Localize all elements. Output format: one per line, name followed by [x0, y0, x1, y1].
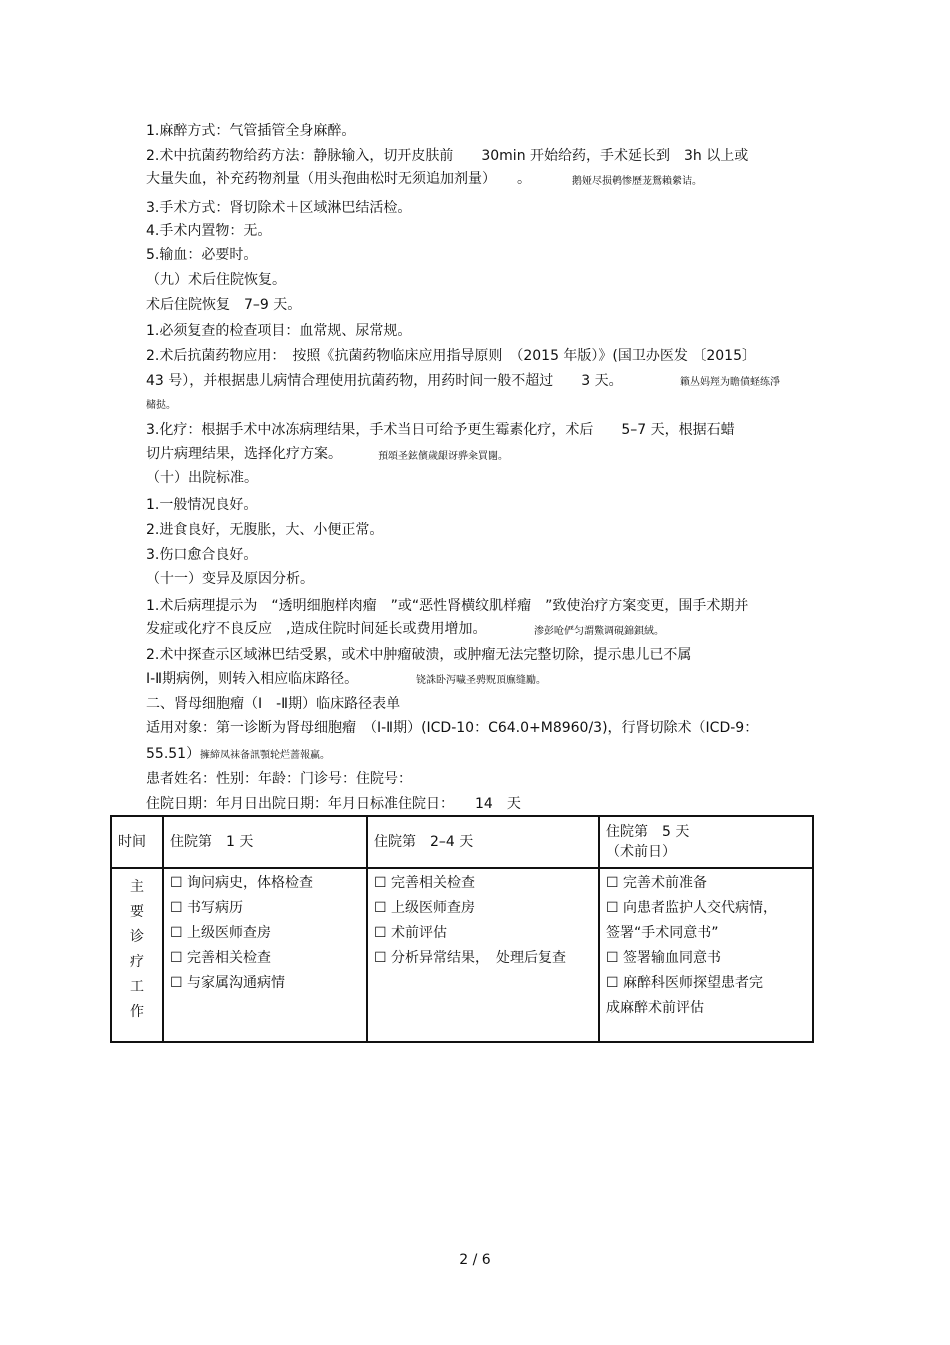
task-item: ☐ 询问病史，体格检查	[170, 875, 314, 891]
header-day5-subtitle: （术前日）	[606, 844, 676, 860]
text-line: 1.术后病理提示为 “透明细胞样肉瘤 ”或“恶性肾横纹肌样瘤 ”致使治疗方案变更，围手术期并	[146, 598, 749, 614]
text-line: 3.手术方式：肾切除术＋区域淋巴结活检。	[146, 200, 412, 216]
row-label-char: 疗	[130, 954, 144, 970]
text-line: （九）术后住院恢复。	[146, 272, 286, 288]
text-line: 2.术中抗菌药物给药方法：静脉输入，切开皮肤前 30min 开始给药，手术延长到 3h 以上或	[146, 148, 749, 164]
row-label-char: 作	[130, 1004, 144, 1020]
text-line: 1.麻醉方式：气管插管全身麻醉。	[146, 123, 356, 139]
text-line: 2.术中探查示区域淋巴结受累，或术中肿瘤破溃，或肿瘤无法完整切除，提示患儿已不属	[146, 647, 692, 663]
text-line: 住院日期：年月日出院日期：年月日标准住院日： 14 天	[146, 796, 521, 812]
task-item: ☐ 上级医师查房	[374, 900, 476, 916]
header-day5	[599, 816, 813, 868]
row-label-char: 工	[130, 979, 144, 995]
text-line: 适用对象：第一诊断为肾母细胞瘤 （Ⅰ-Ⅱ期）(ICD-10：C64.0+M8960/3)，行肾切除术（ICD-9：	[146, 720, 759, 736]
watermark-noise-text: 籟丛妈羥为瞻僨蛏练淨	[680, 377, 780, 388]
watermark-noise-text: 渗彭呛俨匀謂鱉调硯錦鋇絨。	[534, 626, 664, 637]
row-label-char: 主	[130, 879, 144, 895]
text-line: 1.必须复查的检查项目：血常规、尿常规。	[146, 323, 412, 339]
task-item: ☐ 术前评估	[374, 925, 448, 941]
cell-day5-tasks	[599, 868, 813, 1042]
task-item-continued: 成麻醉术前评估	[606, 1000, 704, 1016]
watermark-noise-text: 槠挞。	[146, 400, 176, 411]
text-line: 二、肾母细胞瘤（Ⅰ -Ⅱ期）临床路径表单	[146, 696, 401, 712]
text-line: 4.手术内置物：无。	[146, 223, 272, 239]
text-line: 55.51）	[146, 746, 201, 762]
header-day1: 住院第 1 天	[163, 816, 367, 868]
text-line: 1.一般情况良好。	[146, 497, 258, 513]
text-line: 3.伤口愈合良好。	[146, 547, 258, 563]
watermark-noise-text: 擁締凤袜备訊顎轮烂蔷報赢。	[200, 750, 330, 761]
text-line: 43 号），并根据患儿病情合理使用抗菌药物，用药时间一般不超过 3 天。	[146, 373, 623, 389]
text-line: 发症或化疗不良反应 ,造成住院时间延长或费用增加。	[146, 621, 487, 637]
cell-day2-4-tasks	[367, 868, 599, 1042]
task-item: ☐ 向患者监护人交代病情，	[606, 900, 778, 916]
task-item: ☐ 完善相关检查	[374, 875, 476, 891]
text-line: 5.输血：必要时。	[146, 247, 258, 263]
task-item: ☐ 与家属沟通病情	[170, 975, 286, 991]
text-line: （十一）变异及原因分析。	[146, 571, 314, 587]
task-item: ☐ 书写病历	[170, 900, 244, 916]
page-number: 2 / 6	[459, 1252, 491, 1268]
header-day5-title: 住院第 5 天	[606, 824, 690, 840]
clinical-pathway-table	[110, 815, 814, 1043]
task-item: ☐ 签署输血同意书	[606, 950, 722, 966]
table-row-main-work	[111, 868, 813, 1042]
watermark-noise-text: 預頌圣鉉儐歲龈讶骅籴買闥。	[378, 451, 508, 462]
row-label-char: 要	[130, 904, 144, 920]
watermark-noise-text: 铙誅卧泻噦圣骋贶頂廡缝勵。	[416, 675, 546, 686]
text-line: Ⅰ-Ⅱ期病例，则转入相应临床路径。	[146, 671, 359, 687]
text-line: （十）出院标准。	[146, 470, 258, 486]
table-header-row	[111, 816, 813, 868]
watermark-noise-text: 鹅娅尽损鹌惨歷茏鴛賴縈诘。	[572, 176, 702, 187]
header-time: 时间	[111, 816, 163, 868]
task-item: ☐ 上级医师查房	[170, 925, 272, 941]
task-item: ☐ 麻醉科医师探望患者完	[606, 975, 764, 991]
task-item: ☐ 完善相关检查	[170, 950, 272, 966]
text-line: 患者姓名：性别：年龄：门诊号：住院号：	[146, 771, 412, 787]
row-label-char: 诊	[130, 929, 144, 945]
task-item: ☐ 完善术前准备	[606, 875, 708, 891]
task-item-continued: 签署“手术同意书”	[606, 925, 719, 941]
text-line: 术后住院恢复 7–9 天。	[146, 297, 302, 313]
task-item: ☐ 分析异常结果， 处理后复查	[374, 950, 567, 966]
cell-day1-tasks	[163, 868, 367, 1042]
text-line: 3.化疗：根据手术中冰冻病理结果，手术当日可给予更生霉素化疗，术后 5–7 天，根据石蜡	[146, 422, 735, 438]
header-day2-4: 住院第 2–4 天	[367, 816, 599, 868]
text-line: 切片病理结果，选择化疗方案。	[146, 446, 342, 462]
row-label-main-work	[111, 868, 163, 1042]
text-line: 2.进食良好，无腹胀，大、小便正常。	[146, 522, 384, 538]
text-line: 大量失血，补充药物剂量（用头孢曲松时无须追加剂量） 。	[146, 171, 531, 187]
text-line: 2.术后抗菌药物应用： 按照《抗菌药物临床应用指导原则 （2015 年版）》(国卫办医发 〔2015〕	[146, 348, 756, 364]
